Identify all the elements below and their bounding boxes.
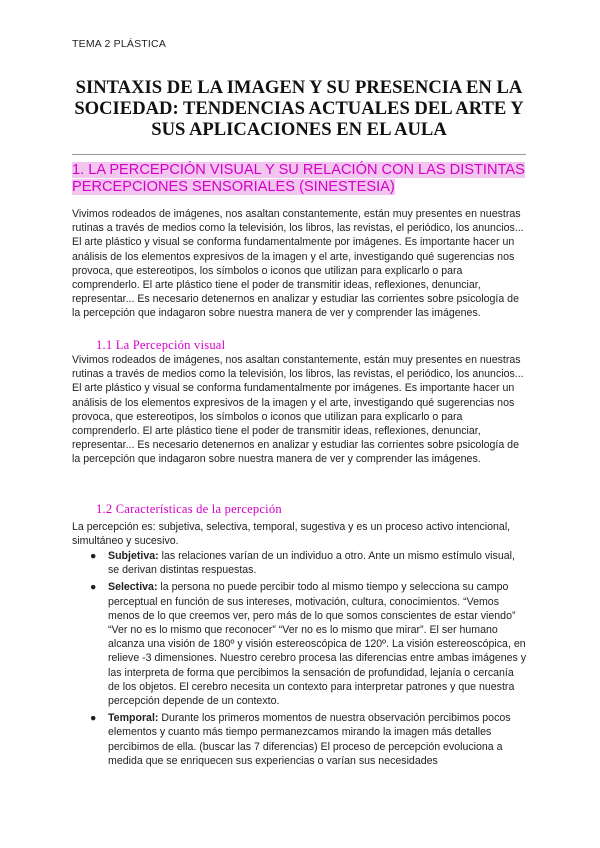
section-1-paragraph: Vivimos rodeados de imágenes, nos asaltan constantemente, están muy presentes en nuestras rutinas a través de medios como la televisión, los libros, las revistas, el periódico, los anuncios... El arte plástico y visual se conforma fundamentalmente por imágenes. Es importante hacer un análisis de los elementos expresivos de la imagen y el arte, investigando qué sugerencias nos provoca, que estereotipos, los símbolos o iconos que utilizan para explicarlo o para comprenderlo. El arte plástico tiene el poder de transmitir ideas, reflexiones, denunciar, representar... Es necesario detenernos en analizar y estudiar las corrientes sobre psicología de la percepción que indagaron sobre nuestra manera de ver y comprender las imágenes. (72, 208, 524, 320)
page-header: TEMA 2 PLÁSTICA (72, 38, 167, 50)
list-item-text: Durante los primeros momentos de nuestra observación percibimos pocos elementos y cuanto más tiempo permanezcamos mirando la imagen más detalles percibimos de ella. (buscar las 7 diferencias) El proceso de percepción evoluciona a medida que se enriquecen sus experiencias o varían sus necesidades (108, 712, 511, 767)
section-1-2-heading: 1.2 Características de la percepción (96, 502, 282, 516)
list-item-term: Temporal: (108, 712, 159, 725)
section-1-1-heading: 1.1 La Percepción visual (96, 338, 226, 352)
section-1-2-intro: La percepción es: subjetiva, selectiva, temporal, sugestiva y es un proceso activo intencional, simultáneo y sucesivo. (72, 521, 511, 548)
bullet-icon: ● (90, 550, 97, 562)
bullet-icon: ● (90, 581, 97, 594)
list-item-text: la persona no puede percibir todo al mismo tiempo y selecciona su campo perceptual en función de sus intereses, motivación, cultura, conocimientos. “Vemos menos de lo que creemos ver, pero más de lo que somos conscientes de estar viendo” “Ver no es lo mismo que reconocer” “Ver no es lo mismo que mirar”. El ser humano alcanza una visión de 180º y visión estereoscópica de 120º. La visión estereoscópica, en relieve -3 dimensiones. Nuestro cerebro procesa las diferencias entre ambas imágenes y las interpreta de forma que percibimos la sensación de profundidad, lejanía o cercanía de los objetos. El cerebro necesita un contexto para interpretar patrones y que nuestra percepción depende de un contexto. (108, 581, 527, 708)
list-item (72, 711, 528, 768)
list-item (72, 580, 528, 708)
section-1-1-paragraph: Vivimos rodeados de imágenes, nos asaltan constantemente, están muy presentes en nuestras rutinas a través de medios como la televisión, los libros, las revistas, el periódico, los anuncios... El arte plástico y visual se conforma fundamentalmente por imágenes. Es importante hacer un análisis de los elementos expresivos de la imagen y el arte, investigando qué sugerencias nos provoca, que estereotipos, los símbolos o iconos que utilizan para explicarlo o para comprenderlo. El arte plástico tiene el poder de transmitir ideas, reflexiones, denunciar, representar... Es necesario detenernos en analizar y estudiar las corrientes sobre psicología de la percepción que indagaron sobre nuestra manera de ver y comprender las imágenes. (72, 354, 524, 466)
section-1-heading-text: 1. LA PERCEPCIÓN VISUAL Y SU RELACIÓN CON LAS DISTINTAS PERCEPCIONES SENSORIALES (SINESTESIA) (72, 162, 525, 195)
list-item (72, 549, 528, 577)
section-1-heading (72, 162, 532, 195)
perception-characteristics-list (72, 549, 528, 771)
list-item-text: las relaciones varían de un individuo a otro. Ante un mismo estímulo visual, se derivan distintas respuestas. (108, 550, 515, 577)
document-title: SINTAXIS DE LA IMAGEN Y SU PRESENCIA EN LA SOCIEDAD: TENDENCIAS ACTUALES DEL ARTE Y SUS APLICACIONES EN EL AULA (74, 77, 524, 140)
title-divider (72, 154, 526, 155)
bullet-icon: ● (90, 712, 97, 725)
list-item-term: Selectiva: (108, 581, 158, 594)
list-item-term: Subjetiva: (108, 550, 159, 562)
